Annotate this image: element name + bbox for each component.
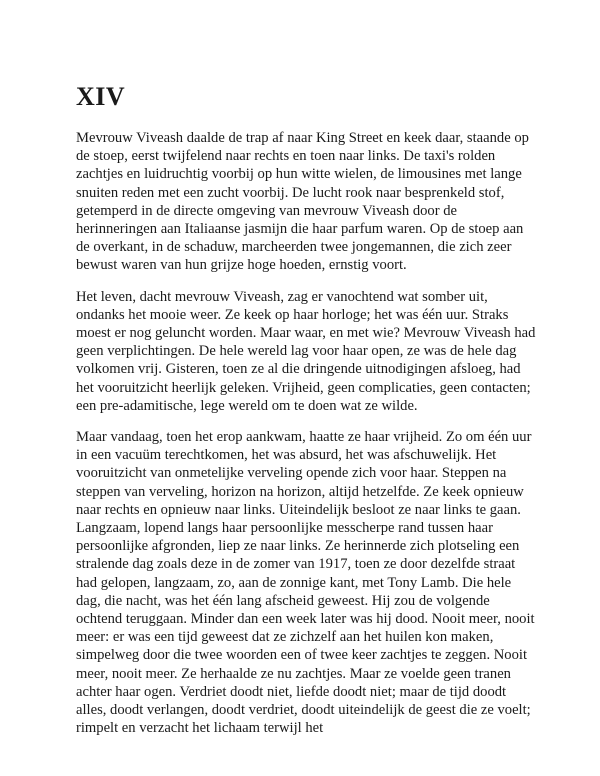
body-text bbox=[76, 129, 536, 751]
paragraph-1: Mevrouw Viveash daalde de trap af naar King Street en keek daar, staande op de stoep, eerst twijfelend naar rechts en toen naar links. De taxi's rolden zachtjes en luidruchtig voorbij op hun witte wielen, de limousines met lange snuiten reden met een zucht voorbij. De lucht rook naar besprenkeld stof, getemperd in de directe omgeving van mevrouw Viveash door de herinneringen aan Italiaanse jasmijn die haar parfum waren. Op de stoep aan de overkant, in de schaduw, marcheerden twee jongemannen, die zich zeer bewust waren van hun grijze hoge hoeden, ernstig voort. bbox=[76, 130, 529, 274]
paragraph-2: Het leven, dacht mevrouw Viveash, zag er vanochtend wat somber uit, ondanks het mooie weer. Ze keek op haar horloge; het was één uur. Straks moest er nog geluncht worden. Maar waar, en met wie? Mevrouw Viveash had geen verplichtingen. De hele wereld lag voor haar open, ze was de hele dag volkomen vrij. Gisteren, toen ze al die dringende uitnodigingen afsloeg, had het vooruitzicht heerlijk geleken. Vrijheid, geen complicaties, geen contacten; een pre-adamitische, lege wereld om te doen wat ze wilde. bbox=[76, 288, 536, 414]
paragraph-3: Maar vandaag, toen het erop aankwam, haatte ze haar vrijheid. Zo om één uur in een vacuüm terechtkomen, het was absurd, het was afschuwelijk. Het vooruitzicht van onmetelijke verveling opende zich voor haar. Steppen na steppen van verveling, horizon na horizon, altijd hetzelfde. Ze keek opnieuw naar rechts en opnieuw naar links. Uiteindelijk besloot ze naar links te gaan. Langzaam, lopend langs haar persoonlijke messcherpe rand tussen haar persoonlijke afgronden, liep ze naar links. Ze herinnerde zich plotseling een stralende dag zoals deze in de zomer van 1917, toen ze door dezelfde straat had gelopen, langzaam, zo, aan de zonnige kant, met Tony Lamb. Die hele dag, die nacht, was het één lang afscheid geweest. Hij zou de volgende ochtend teruggaan. Minder dan een week later was hij dood. Nooit meer, nooit meer: er was een tijd geweest dat ze zichzelf aan het huilen kon maken, simpelweg door die twee woorden een of twee keer zachtjes te zeggen. Nooit meer, nooit meer. Ze herhaalde ze nu zachtjes. Maar ze voelde geen tranen achter haar ogen. Verdriet doodt niet, liefde doodt niet; maar de tijd doodt alles, doodt verlangen, doodt verdriet, doodt uiteindelijk de geest die ze voelt; rimpelt en verzacht het lichaam terwijl het bbox=[76, 429, 535, 737]
chapter-heading: XIV bbox=[76, 82, 126, 111]
